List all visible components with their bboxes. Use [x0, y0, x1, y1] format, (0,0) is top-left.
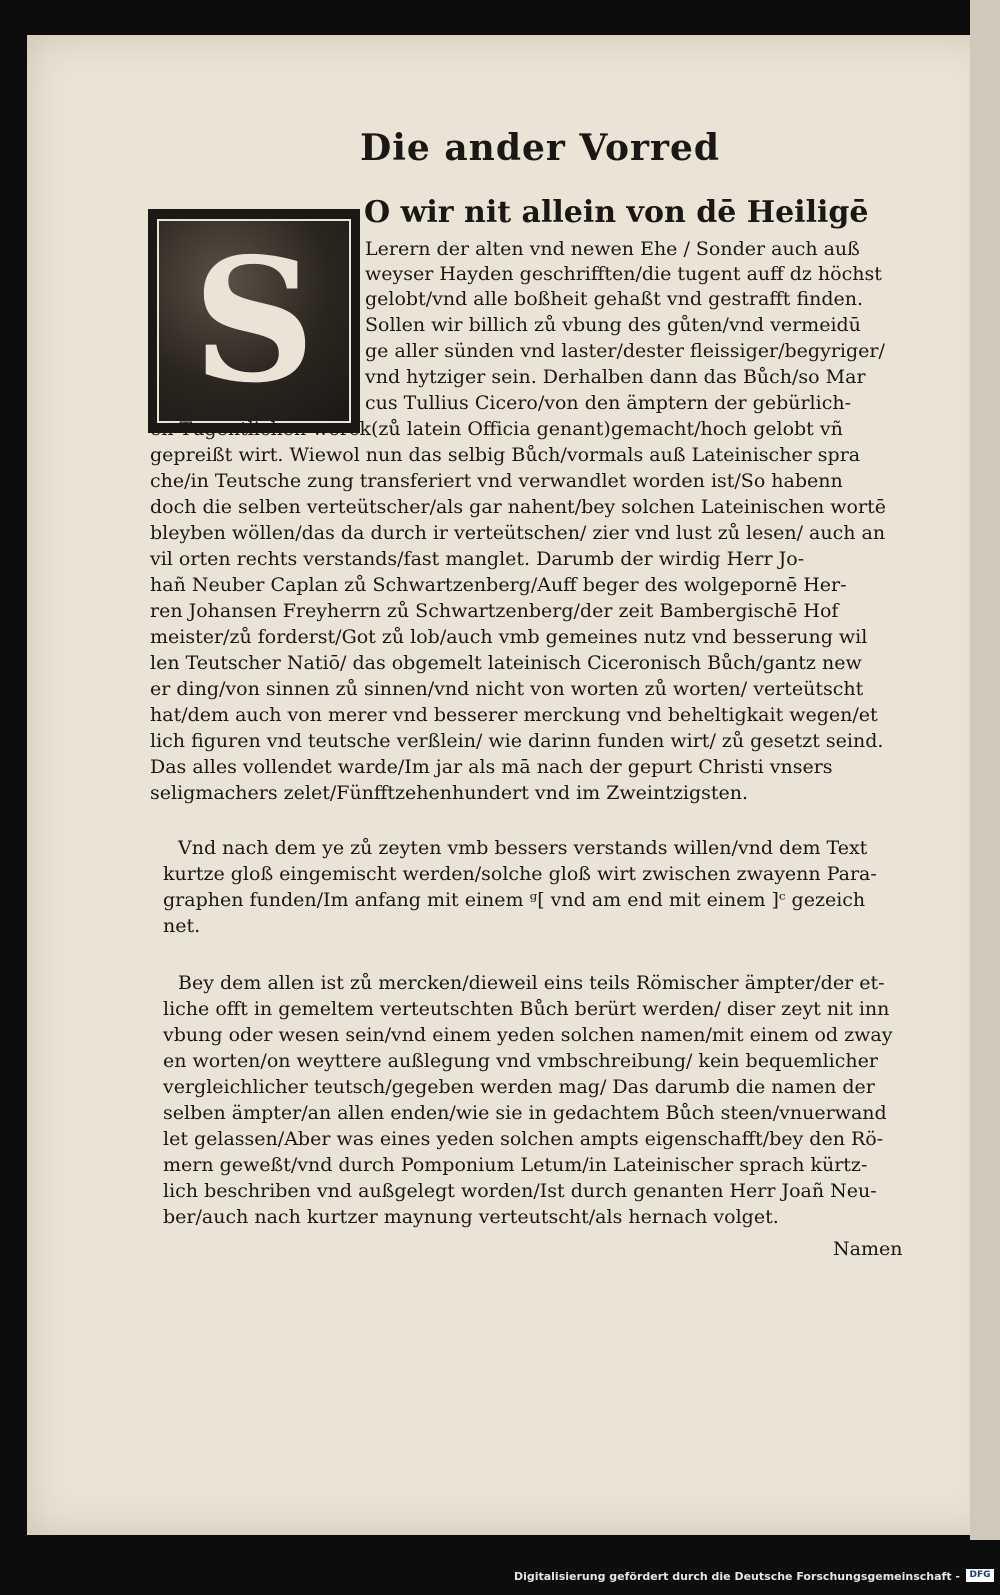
initial-letter: S	[192, 221, 316, 421]
text-line: weyser Hayden geschrifften/die tugent auff dz höchst	[365, 263, 882, 285]
text-line: let gelassen/Aber was eines yeden solchen ampts eigenschafft/bey den Rö-	[163, 1128, 884, 1150]
text-line: net.	[163, 915, 201, 937]
decorated-initial	[148, 209, 360, 433]
text-line: Namen	[833, 1238, 903, 1260]
text-line: gelobt/vnd alle boßheit gehaßt vnd gestrafft finden.	[365, 288, 864, 310]
dfg-logo: DFG	[966, 1569, 994, 1582]
text-line: seligmachers zelet/Fünfftzehenhundert vnd im Zweintzigsten.	[150, 782, 749, 804]
text-line: cus Tullius Cicero/von den ämptern der gebürlich-	[365, 392, 852, 414]
page-heading: Die ander Vorred	[360, 127, 721, 169]
text-line: hañ Neuber Caplan zů Schwartzenberg/Auff beger des wolgepornē Her-	[150, 574, 847, 596]
text-line: Bey dem allen ist zů mercken/dieweil eins teils Römischer ämpter/der et-	[178, 972, 885, 994]
text-line: ge aller sünden vnd laster/dester fleissiger/begyriger/	[365, 340, 885, 362]
text-line: graphen funden/Im anfang mit einem ᵍ[ vnd am end mit einem ]ᶜ gezeich	[163, 889, 866, 911]
text-line: lich beschriben vnd außgelegt worden/Ist durch genanten Herr Joañ Neu-	[163, 1180, 877, 1202]
text-line: vergleichlicher teutsch/gegeben werden mag/ Das darumb die namen der	[163, 1076, 875, 1098]
text-line: Sollen wir billich zů vbung des gůten/vnd vermeidū	[365, 314, 861, 336]
text-line: bleyben wöllen/das da durch ir verteütschen/ zier vnd lust zů lesen/ auch an	[150, 522, 886, 544]
text-line: ber/auch nach kurtzer maynung verteutscht/als hernach volget.	[163, 1206, 779, 1228]
text-line: meister/zů forderst/Got zů lob/auch vmb gemeines nutz vnd besserung wil	[150, 626, 868, 648]
text-line: O wir nit allein von dē Heiligē	[364, 195, 869, 230]
text-line: gepreißt wirt. Wiewol nun das selbig Bůch/vormals auß Lateinischer spra	[150, 444, 861, 466]
text-line: hat/dem auch von merer vnd besserer merckung vnd beheltigkait wegen/et	[150, 704, 878, 726]
initial-ornament	[157, 219, 351, 423]
text-line: vil orten rechts verstands/fast manglet. Darumb der wirdig Herr Jo-	[150, 548, 805, 570]
text-line: vnd hytziger sein. Derhalben dann das Bůch/so Mar	[365, 366, 866, 388]
text-line: vbung oder wesen sein/vnd einem yeden solchen namen/mit einem od zway	[163, 1024, 893, 1046]
text-line: en Tugentlichen werck(zů latein Officia genant)gemacht/hoch gelobt vñ	[150, 418, 843, 440]
footer-credit: Digitalisierung gefördert durch die Deutsche Forschungsgemeinschaft -	[513, 1570, 960, 1583]
text-line: Lerern der alten vnd newen Ehe / Sonder auch auß	[365, 238, 860, 260]
text-line: Vnd nach dem ye zů zeyten vmb bessers verstands willen/vnd dem Text	[178, 837, 868, 859]
text-line: lich figuren vnd teutsche verßlein/ wie darinn funden wirt/ zů gesetzt seind.	[150, 730, 884, 752]
text-line: er ding/von sinnen zů sinnen/vnd nicht von worten zů worten/ verteütscht	[150, 678, 864, 700]
text-line: selben ämpter/an allen enden/wie sie in gedachtem Bůch steen/vnuerwand	[163, 1102, 887, 1124]
text-line: ren Johansen Freyherrn zů Schwartzenberg/der zeit Bambergischē Hof	[150, 600, 839, 622]
text-line: kurtze gloß eingemischt werden/solche gloß wirt zwischen zwayenn Para-	[163, 863, 877, 885]
adjacent-page-edge	[970, 0, 1000, 1540]
text-line: doch die selben verteütscher/als gar nahent/bey solchen Lateinischen wortē	[150, 496, 886, 518]
text-line: en worten/on weyttere außlegung vnd vmbschreibung/ kein bequemlicher	[163, 1050, 878, 1072]
text-line: che/in Teutsche zung transferiert vnd verwandlet worden ist/So habenn	[150, 470, 843, 492]
footer-bar	[0, 1550, 1000, 1595]
text-line: liche offt in gemeltem verteutschten Bůch berürt werden/ diser zeyt nit inn	[163, 998, 890, 1020]
text-line: mern geweßt/vnd durch Pomponium Letum/in Lateinischer sprach kürtz-	[163, 1154, 868, 1176]
text-line: len Teutscher Natiō/ das obgemelt lateinisch Ciceronisch Bůch/gantz new	[150, 652, 862, 674]
text-line: Das alles vollendet warde/Im jar als mā nach der gepurt Christi vnsers	[150, 756, 833, 778]
